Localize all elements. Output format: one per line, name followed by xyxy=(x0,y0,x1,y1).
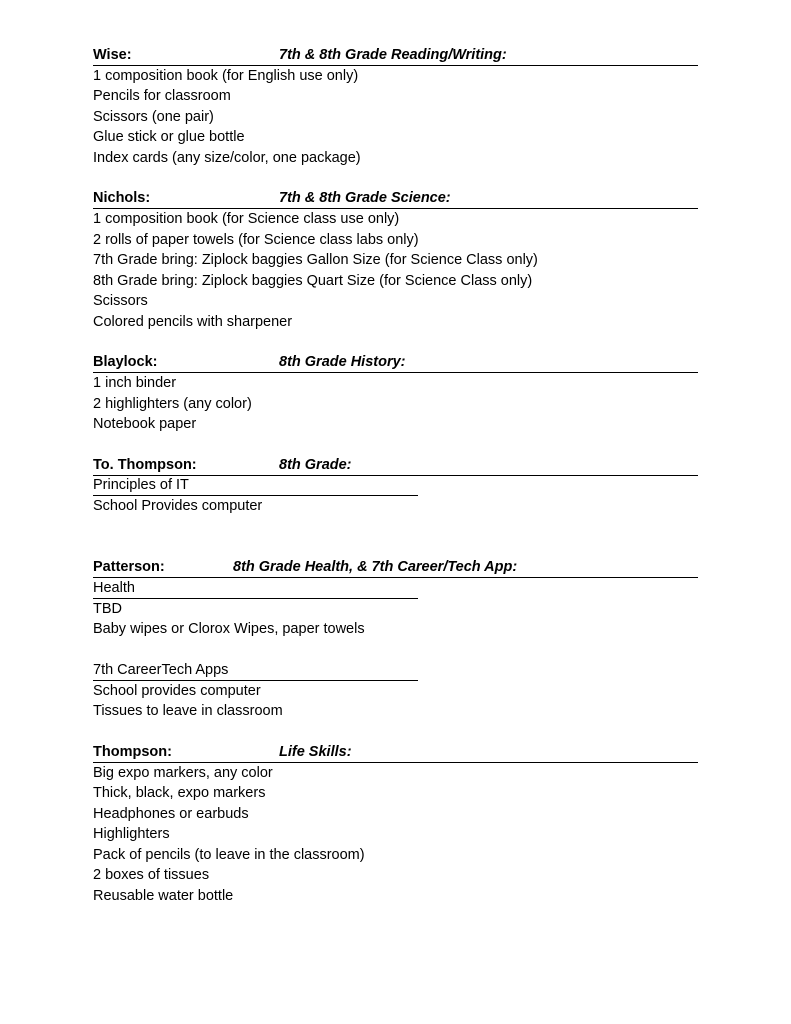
teacher-name: Thompson: xyxy=(93,744,172,760)
list-item: Index cards (any size/color, one package) xyxy=(93,150,361,166)
list-item: Notebook paper xyxy=(93,416,197,432)
list-item: Headphones or earbuds xyxy=(93,806,249,822)
list-item: 7th Grade bring: Ziplock baggies Gallon Size (for Science Class only) xyxy=(93,252,538,268)
subheading: 7th CareerTech Apps xyxy=(93,660,418,681)
teacher-name: Patterson: xyxy=(93,559,165,575)
course-title: 8th Grade: xyxy=(279,457,352,473)
course-title: 7th & 8th Grade Science: xyxy=(279,190,451,206)
list-item: 1 inch binder xyxy=(93,375,177,391)
course-title: Life Skills: xyxy=(279,744,352,760)
list-item: Big expo markers, any color xyxy=(93,765,273,781)
course-title: 7th & 8th Grade Reading/Writing: xyxy=(279,47,507,63)
subheading: Health xyxy=(93,578,418,599)
list-item: 8th Grade bring: Ziplock baggies Quart Size (for Science Class only) xyxy=(93,273,533,289)
subheading: Principles of IT xyxy=(93,475,418,496)
list-item: 1 composition book (for Science class use only) xyxy=(93,211,400,227)
section-header-wise xyxy=(93,45,698,66)
section-header-patterson xyxy=(93,557,698,578)
list-item: Pack of pencils (to leave in the classroom) xyxy=(93,847,365,863)
section-header-blaylock xyxy=(93,352,698,373)
list-item: TBD xyxy=(93,601,122,617)
course-title: 8th Grade Health, & 7th Career/Tech App: xyxy=(233,559,518,575)
list-item: Pencils for classroom xyxy=(93,88,231,104)
list-item: Thick, black, expo markers xyxy=(93,785,266,801)
section-header-to-thompson xyxy=(93,455,698,476)
list-item: Reusable water bottle xyxy=(93,888,234,904)
list-item: Tissues to leave in classroom xyxy=(93,703,283,719)
list-item: Scissors xyxy=(93,293,148,309)
list-item: 1 composition book (for English use only) xyxy=(93,68,359,84)
teacher-name: To. Thompson: xyxy=(93,457,197,473)
section-header-thompson xyxy=(93,742,698,763)
list-item: School Provides computer xyxy=(93,498,263,514)
teacher-name: Blaylock: xyxy=(93,354,158,370)
list-item: 2 rolls of paper towels (for Science class labs only) xyxy=(93,232,419,248)
course-title: 8th Grade History: xyxy=(279,354,406,370)
section-header-nichols xyxy=(93,188,698,209)
list-item: Highlighters xyxy=(93,826,170,842)
list-item: Colored pencils with sharpener xyxy=(93,314,293,330)
list-item: 2 highlighters (any color) xyxy=(93,396,252,412)
list-item: Scissors (one pair) xyxy=(93,109,214,125)
list-item: 2 boxes of tissues xyxy=(93,867,210,883)
teacher-name: Nichols: xyxy=(93,190,151,206)
list-item: School provides computer xyxy=(93,683,261,699)
list-item: Baby wipes or Clorox Wipes, paper towels xyxy=(93,621,365,637)
teacher-name: Wise: xyxy=(93,47,132,63)
list-item: Glue stick or glue bottle xyxy=(93,129,245,145)
